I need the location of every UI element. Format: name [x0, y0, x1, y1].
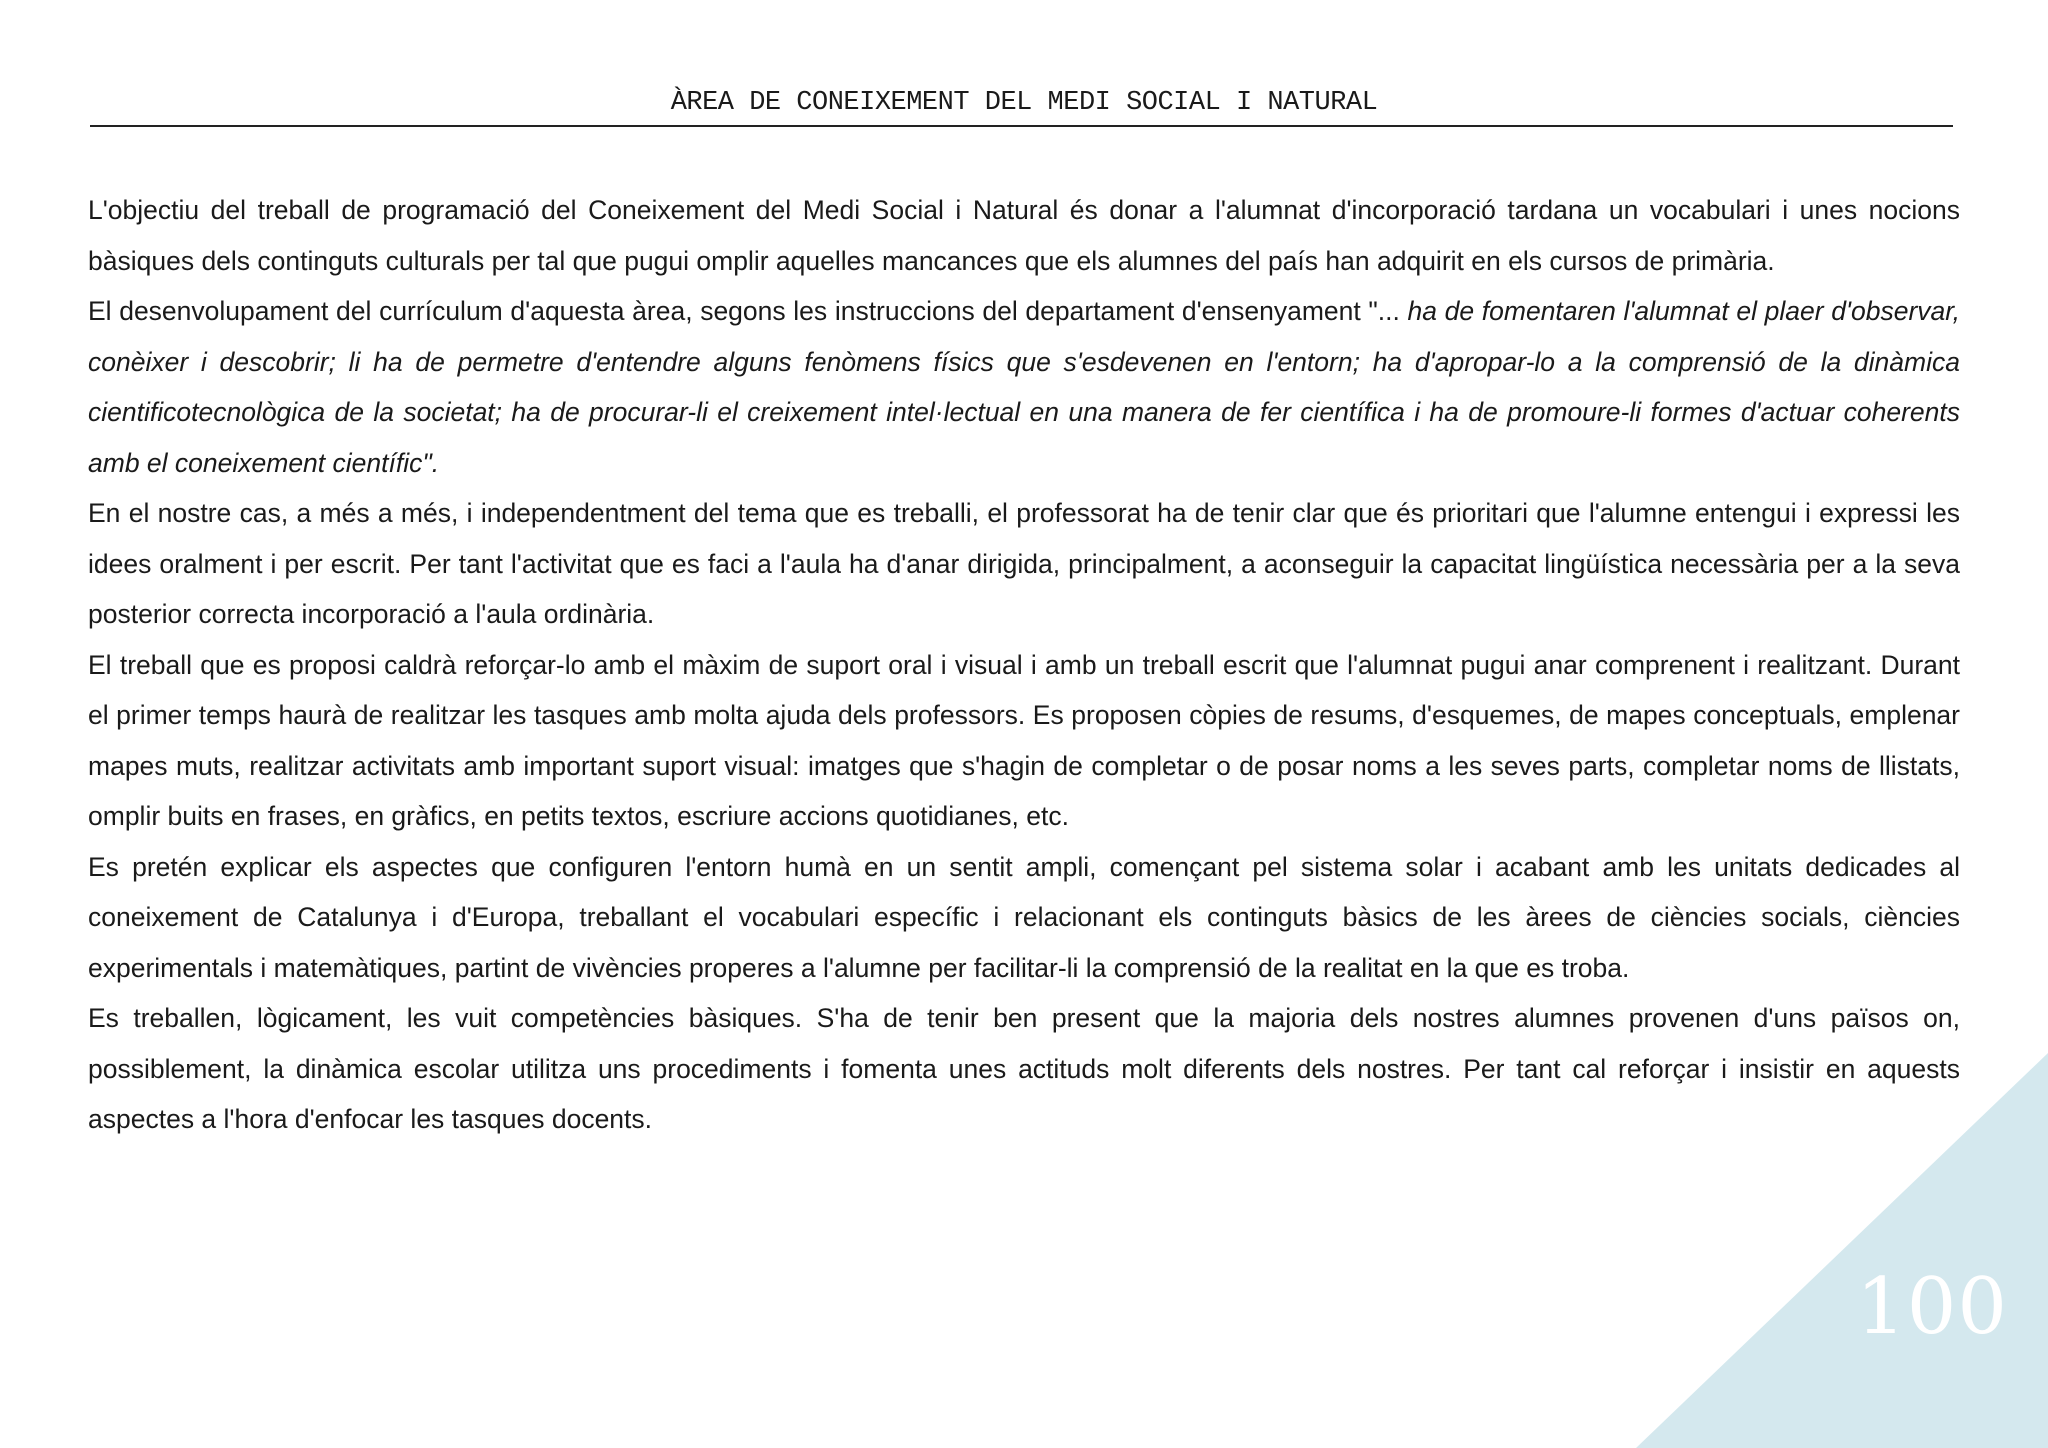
header-divider: [90, 125, 1953, 127]
paragraph-competences: Es treballen, lògicament, les vuit competències bàsiques. S'ha de tenir ben present que la majoria dels nostres alumnes provenen d'uns països on, possiblement, la dinàmica escolar utilitza uns procediments i fomenta unes actituds molt diferents dels nostres. Per tant cal reforçar i insistir en aquests aspectes a l'hora d'enfocar les tasques docents.: [88, 1003, 1960, 1134]
paragraph-objective: L'objectiu del treball de programació del Coneixement del Medi Social i Natural és donar a l'alumnat d'incorporació tardana un vocabulari i unes nocions bàsiques dels continguts culturals per tal que pugui omplir aquelles mancances que els alumnes del país han adquirit en els cursos de primària.: [88, 195, 1960, 276]
paragraph-curriculum: [88, 286, 1960, 488]
paragraph-curriculum-intro: El desenvolupament del currículum d'aquesta àrea, segons les instruccions del departament d'ensenyament "...: [88, 296, 1400, 326]
paragraph-aims: Es pretén explicar els aspectes que configuren l'entorn humà en un sentit ampli, començant pel sistema solar i acabant amb les unitats dedicades al coneixement de Catalunya i d'Europa, treballant el vocabulari específic i relacionant els continguts bàsics de les àrees de ciències socials, ciències experimentals i matemàtiques, partint de vivències properes a l'alumne per facilitar-li la comprensió de la realitat en la que es troba.: [88, 851, 1960, 983]
page-number: 100: [1856, 1262, 2008, 1352]
document-body: [88, 185, 1960, 1145]
paragraph-curriculum-quote: ha de fomentaren l'alumnat el plaer d'observar, conèixer i descobrir; li ha de permetre d'entendre alguns fenòmens físics que s'esdevenen en l'entorn; ha d'apropar-lo a la comprensió de la dinàmica cientificotecnològica de la societat; ha de procurar-li el creixement intel·lectual en una manera de fer científica i ha de promoure-li formes d'actuar coherents amb el coneixement científic".: [88, 296, 1960, 478]
paragraph-our-case: En el nostre cas, a més a més, i independentment del tema que es treballi, el professorat ha de tenir clar que és prioritari que l'alumne entengui i expressi les idees oralment i per escrit. Per tant l'activitat que es faci a l'aula ha d'anar dirigida, principalment, a aconseguir la capacitat lingüística necessària per a la seva posterior correcta incorporació a l'aula ordinària.: [88, 498, 1960, 629]
paragraph-proposed-work: El treball que es proposi caldrà reforçar-lo amb el màxim de suport oral i visual i amb un treball escrit que l'alumnat pugui anar comprenent i realitzant. Durant el primer temps haurà de realitzar les tasques amb molta ajuda dels professors. Es proposen còpies de resums, d'esquemes, de mapes conceptuals, emplenar mapes muts, realitzar activitats amb important suport visual: imatges que s'hagin de completar o de posar noms a les seves parts, completar noms de llistats, omplir buits en frases, en gràfics, en petits textos, escriure accions quotidianes, etc.: [88, 649, 1960, 831]
page-header-title: ÀREA DE CONEIXEMENT DEL MEDI SOCIAL I NATURAL: [670, 88, 1378, 118]
